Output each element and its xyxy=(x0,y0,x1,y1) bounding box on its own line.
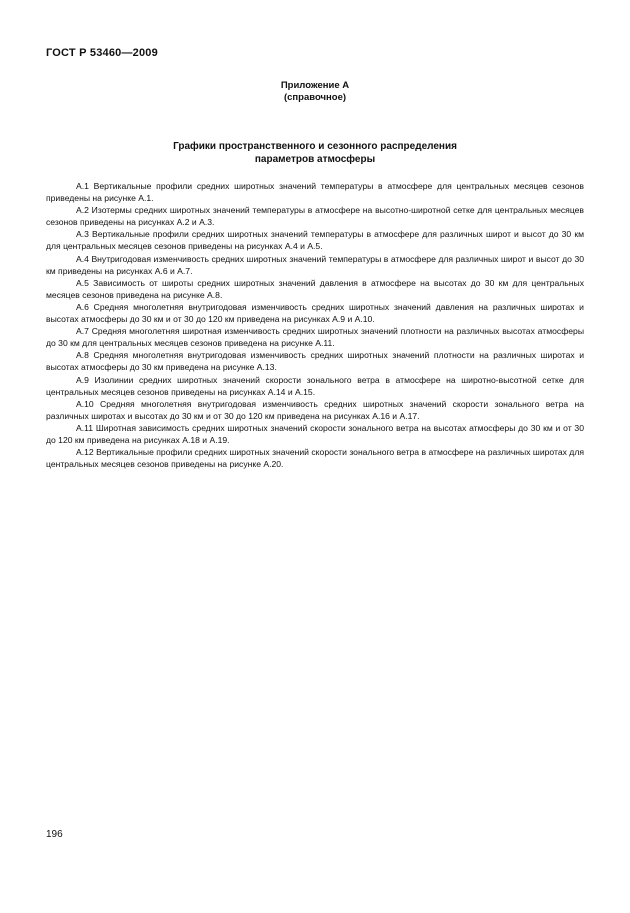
paragraph-a5: А.5 Зависимость от широты средних широтных значений давления в атмосфере на высотах до 30 км для центральных месяцев сезонов приведена на рисунке А.8. xyxy=(46,277,584,300)
section-title xyxy=(0,140,630,166)
appendix-note: (справочное) xyxy=(283,92,347,103)
appendix-label: Приложение А xyxy=(280,80,350,91)
section-title-line-2: параметров атмосферы xyxy=(254,154,376,165)
page-number: 196 xyxy=(46,829,63,840)
section-title-line-1: Графики пространственного и сезонного распределения xyxy=(173,141,457,152)
paragraph-a9: А.9 Изолинии средних широтных значений скорости зонального ветра в атмосфере на широтно-высотной сетке для центральных месяцев сезонов приведены на рисунках А.14 и А.15. xyxy=(46,374,584,397)
paragraph-a12: А.12 Вертикальные профили средних широтных значений скорости зонального ветра в атмосфере на различных широтах для центральных месяцев сезонов приведены на рисунке А.20. xyxy=(46,447,584,470)
paragraph-a3: А.3 Вертикальные профили средних широтных значений температуры в атмосфере для различных широт и высот до 30 км для центральных месяцев сезонов приведены на рисунках А.4 и А.5. xyxy=(46,229,584,252)
document-code: ГОСТ Р 53460—2009 xyxy=(46,47,158,59)
paragraph-a4: А.4 Внутригодовая изменчивость средних широтных значений температуры в атмосфере для различных широт и высот до 30 км приведены на рисунках А.6 и А.7. xyxy=(46,253,584,276)
appendix-heading xyxy=(0,80,630,104)
paragraph-a8: А.8 Средняя многолетняя внутригодовая изменчивость средних широтных значений плотности на различных широтах и высотах атмосферы до 30 км приведена на рисунке А.13. xyxy=(46,350,584,373)
paragraph-a11: А.11 Широтная зависимость средних широтных значений скорости зонального ветра на высотах атмосферы до 30 км и от 30 до 120 км приведена на рисунках А.18 и А.19. xyxy=(46,422,584,445)
paragraph-a2: А.2 Изотермы средних широтных значений температуры в атмосфере на высотно-широтной сетке для центральных месяцев сезонов приведены на рисунках А.2 и А.3. xyxy=(46,205,584,228)
paragraph-a10: А.10 Средняя многолетняя внутригодовая изменчивость средних широтных значений скорости зонального ветра на различных широтах и высотах до 30 км и от 30 до 120 км приведена на рисунках А.16 и А.17. xyxy=(46,398,584,421)
paragraph-a6: А.6 Средняя многолетняя внутригодовая изменчивость средних широтных значений давления на различных широтах и высотах атмосферы до 30 км и от 30 до 120 км приведена на рисунках А.9 и А.10. xyxy=(46,301,584,325)
paragraph-a7: А.7 Средняя многолетняя широтная изменчивость средних широтных значений плотности на различных высотах атмосферы до 30 км для центральных месяцев сезонов приведена на рисунке А.11. xyxy=(46,326,584,349)
body-text xyxy=(46,180,584,470)
paragraph-a1: А.1 Вертикальные профили средних широтных значений температуры в атмосфере для центральных месяцев сезонов приведены на рисунке А.1. xyxy=(46,181,584,204)
